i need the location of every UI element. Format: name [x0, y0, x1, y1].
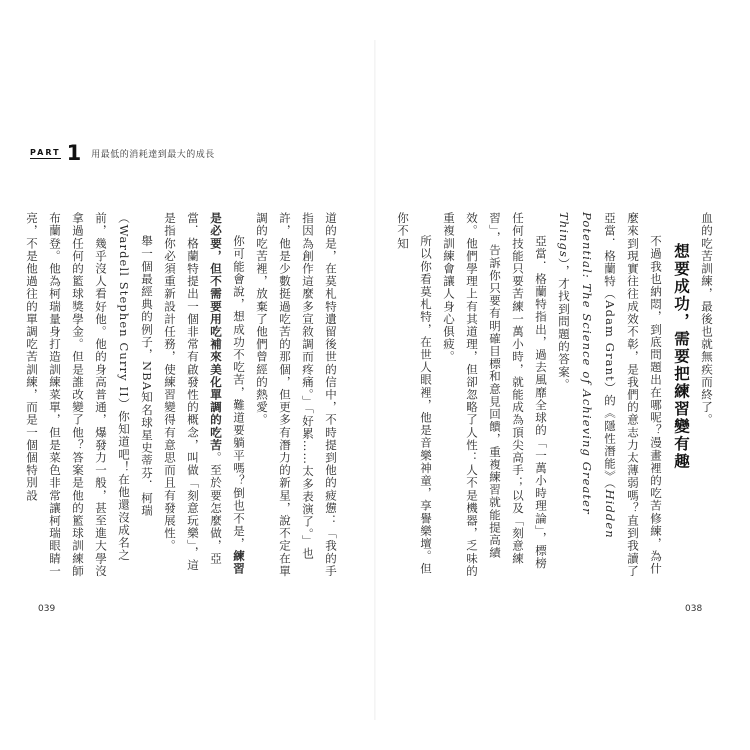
part-label: PART [30, 147, 61, 157]
book-english-title: Hidden Potential: The Science of Achieving Greater Things [557, 212, 617, 539]
part-number: 1 [66, 141, 82, 165]
section-heading: 想要成功，需要把練習變有趣 [672, 243, 690, 471]
right-page-paragraph-1 [552, 212, 667, 582]
left-page-paragraph-3: 舉一個最經典的例子，NBA知名球星史蒂芬．柯瑞（Wardell Stephen Curry II）你知道吧！在他還沒成名之前，幾乎沒人看好他。他的身高普通，爆發力一般，甚至進大學沒拿過任何的籃球獎學金。但是誰改變了他？答案是他的籃球訓練師布蘭登。他為柯瑞量身打造訓練菜單，但是菜色非常讓柯瑞眼睛一亮，不是他過往的單調吃苦訓練，而是一個個特別設 [25, 212, 154, 578]
right-page-paragraph-3: 所以你看莫札特，在世人眼裡，他是音樂神童，享譽樂壇。但你不知 [396, 212, 433, 576]
page-number-right: 038 [685, 604, 703, 614]
book-gutter [374, 40, 376, 720]
right-page-paragraph-0: 血的吃苦訓練，最後也就無疾而終了。 [700, 212, 714, 427]
paragraph-1-tail: ），才找到問題的答案。 [557, 258, 571, 391]
left-page-text [25, 212, 342, 582]
right-page-paragraph-2: 亞當．格蘭特指出，過去風靡全球的「一萬小時理論」，標榜任何技能只要苦練一萬小時，就能成為頂尖高手；以及「刻意練習」，告訴你只要有明確目標和意見回饋，重複練習就能提高績效。他們學理上有其道理，但卻忽略了人性：人不是機器，乏味的重複訓練會讓人身心俱疲。 [442, 212, 548, 578]
chapter-title: 用最低的消耗達到最大的成長 [91, 149, 215, 160]
page-number-left: 039 [38, 604, 56, 614]
running-head [30, 138, 215, 168]
paragraph-2-text-c: 。至於要怎麼做，亞當．格蘭特提出一個非常有啟發性的概念，叫做「刻意玩樂」，這是指你必須重新設計任務，使練習變得有意思而且有發展性。 [163, 212, 223, 572]
left-page-paragraph-2 [158, 212, 250, 582]
emphasis-text: 練習是必要，但不需要用吃補來美化單調的吃苦 [209, 212, 246, 576]
paragraph-2-text-a: 你可能會說，想成功不吃苦，難道要躺平嗎？倒也不是， [232, 235, 246, 550]
right-page-text [396, 212, 718, 582]
left-page-paragraph-1: 道的是，在莫札特遺留後世的信中，不時提到他的疲憊：「我的手指因為創作這麼多宣敘調而疼痛。」「好累……太多表演了。」也許，他是少數挺過吃苦的那個，但更多有潛力的新星，說不定在單調的吃苦裡，放棄了他們曾經的熱愛。 [255, 212, 338, 578]
paragraph-1-text: 不過我也納悶，到底問題出在哪呢？漫畫裡的吃苦修練，為什麼來到現實往往成效不彰，是我們的意志力太薄弱嗎？直到我讀了亞當．格蘭特（Adam Grant）的《隱性潛能》（ [603, 212, 663, 578]
